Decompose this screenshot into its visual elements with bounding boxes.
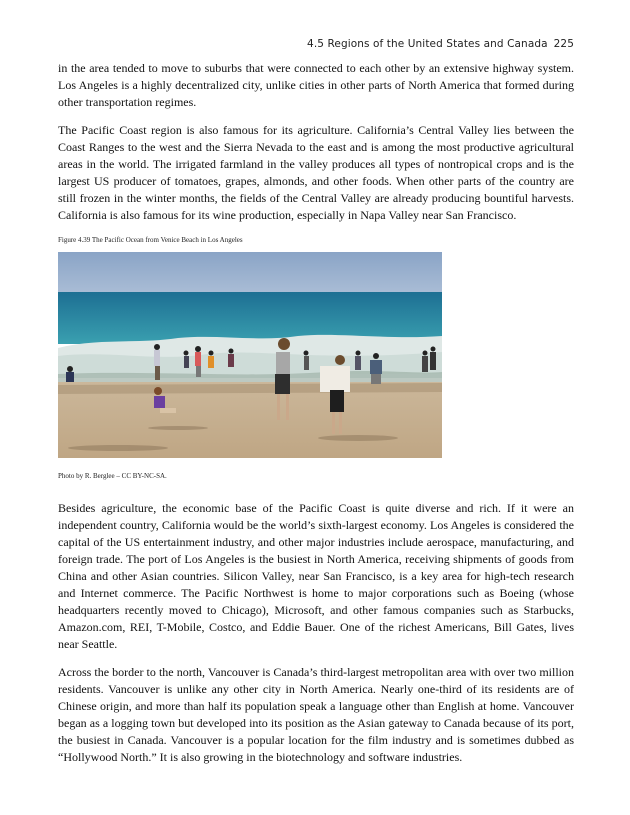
page-number: 225 — [553, 38, 574, 50]
running-header — [307, 38, 574, 50]
beach-photo — [58, 252, 442, 458]
paragraph-suburbs: in the area tended to move to suburbs that were connected to each other by an extensive highway system. Los Angeles is a highly decentralized city, unlike cities in other parts of North America that formed during other transportation regimes. — [58, 61, 574, 109]
paragraph-economy: Besides agriculture, the economic base of the Pacific Coast is quite diverse and rich. If it were an independent country, California would be the world’s sixth-largest economy. Los Angeles is considered the capital of the US entertainment industry, and other major industries include aerospace, manufacturing, and foreign trade. The port of Los Angeles is the busiest in North America, receiving shipments of goods from China and other Asian countries. Silicon Valley, near San Francisco, is a key area for high-tech research and Internet commerce. The Pacific Northwest is home to major corporations such as Boeing (whose headquarters recently moved to Chicago), Microsoft, and other famous companies such as Starbucks, Amazon.com, REI, T-Mobile, Costco, and Eddie Bauer. One of the richest Americans, Bill Gates, lives near Seattle. — [58, 501, 574, 651]
photo-credit: Photo by R. Berglee – CC BY-NC-SA. — [58, 472, 167, 480]
paragraph-vancouver: Across the border to the north, Vancouver is Canada’s third-largest metropolitan area with over two million residents. Vancouver is unlike any other city in North America. Nearly one-third of its residents are of Chinese origin, and more than half its population speak a language other than English at home. Vancouver began as a logging town but developed into its position as the Asian gateway to Canada because of its port, the busiest in Canada. Vancouver is a popular location for the film industry and is sometimes dubbed as “Hollywood North.” It is also growing in the biotechnology and software industries. — [58, 665, 574, 764]
page-content — [58, 60, 574, 766]
figure-caption: Figure 4.39 The Pacific Ocean from Venice Beach in Los Angeles — [58, 236, 243, 244]
header-section-title: 4.5 Regions of the United States and Canada — [307, 38, 548, 50]
paragraph-agriculture: The Pacific Coast region is also famous for its agriculture. California’s Central Valley lies between the Coast Ranges to the west and the Sierra Nevada to the east and is among the most productive agricultural areas in the world. The irrigated farmland in the valley produces all types of nontropical crops and is the largest US producer of tomatoes, grapes, almonds, and other foods. When other parts of the country are still frozen in the winter months, the fields of the Central Valley are already producing bountiful harvests. California is also famous for its wine production, especially in Napa Valley near San Francisco. — [58, 123, 574, 222]
